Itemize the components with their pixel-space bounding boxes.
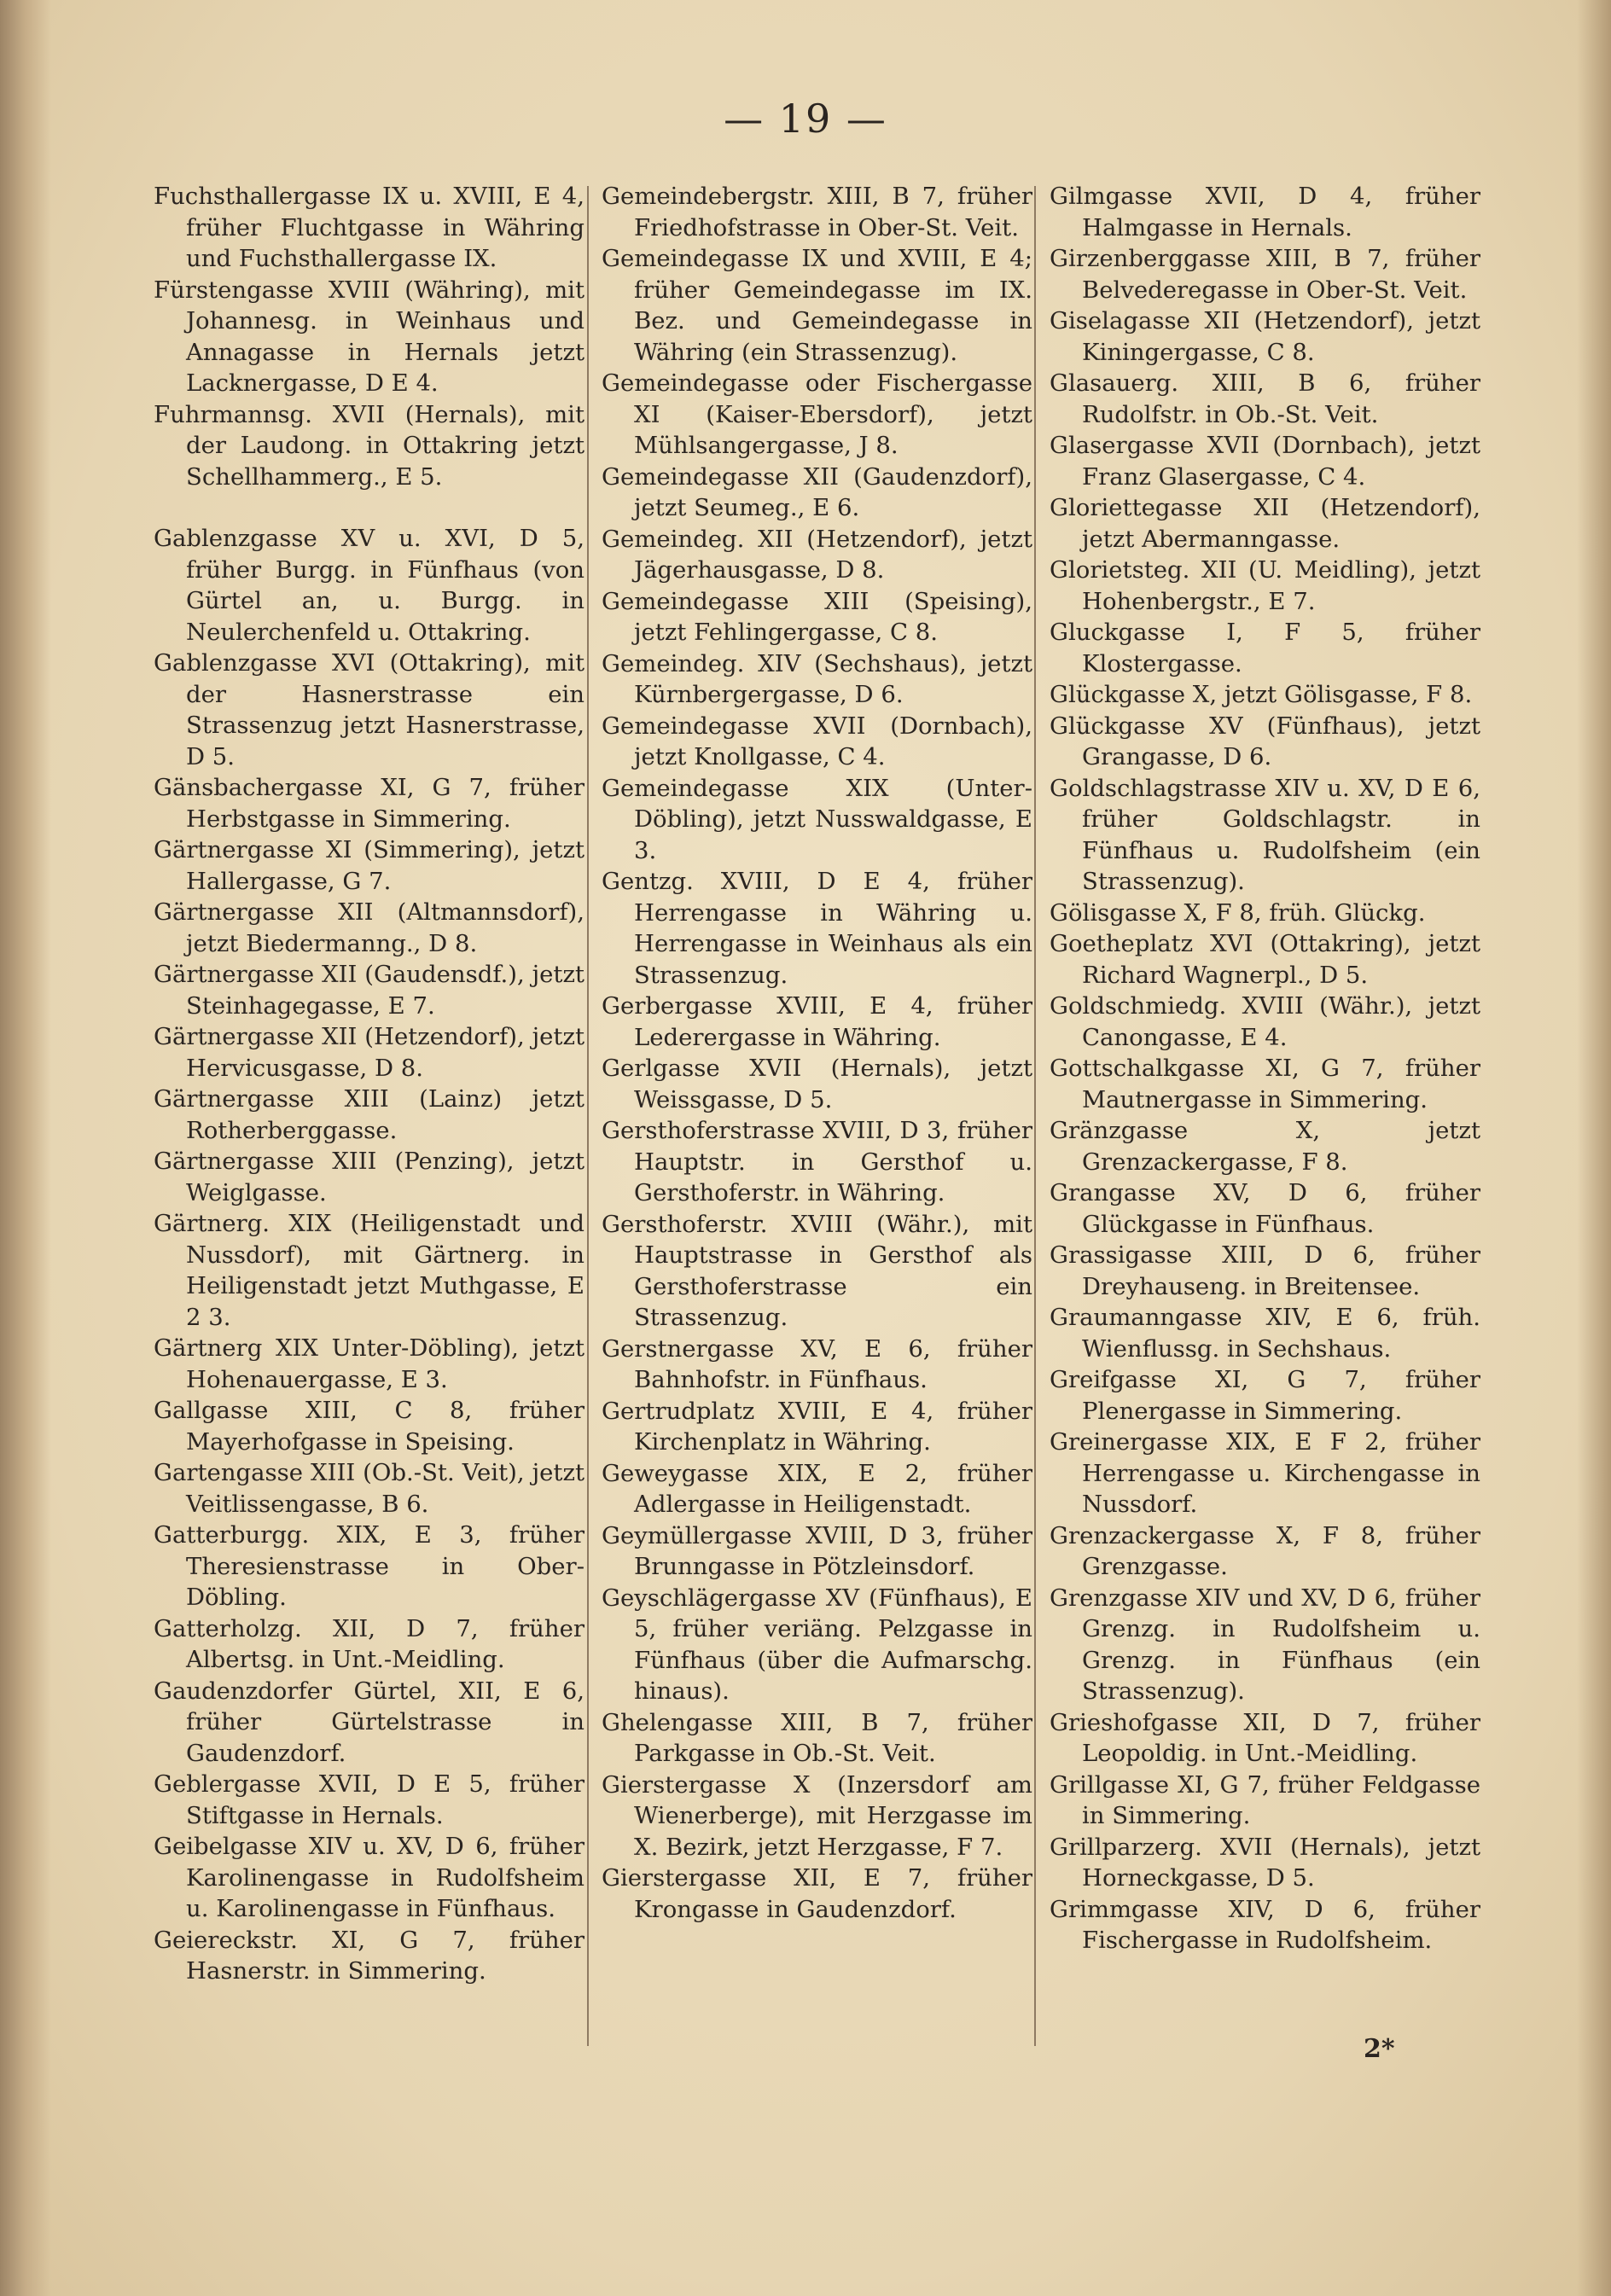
street-entry: Gemeindegasse XIII (Speising), jetzt Fehlingergasse, C 8. [602, 587, 1032, 646]
street-entry: Grimmgasse XIV, D 6, früher Fischergasse in Rudolfsheim. [1050, 1895, 1480, 1954]
street-entry: Glorietsteg. XII (U. Meidling), jetzt Hohenbergstr., E 7. [1050, 556, 1480, 615]
street-entry: Gerstnergasse XV, E 6, früher Bahnhofstr. in Fünfhaus. [602, 1334, 1032, 1393]
street-entry: Graumanngasse XIV, E 6, früh. Wienflussg. in Sechshaus. [1050, 1304, 1480, 1363]
signature-mark: 2* [1364, 2034, 1395, 2064]
street-entry: Glückgasse XV (Fünfhaus), jetzt Grangasse, D 6. [1050, 712, 1480, 770]
street-entry: Gärtnergasse XIII (Penzing), jetzt Weiglgasse. [154, 1148, 584, 1206]
street-entry: Goetheplatz XVI (Ottakring), jetzt Richard Wagnerpl., D 5. [1050, 930, 1480, 989]
street-entry: Gärtnergasse XIII (Lainz) jetzt Rotherberggasse. [154, 1085, 584, 1144]
street-entry: Gärtnerg. XIX (Heiligenstadt und Nussdorf), mit Gärtnerg. in Heiligenstadt jetzt Muthgasse, E 2 3. [154, 1210, 584, 1331]
column-divider [587, 186, 589, 2046]
street-entry: Fuchsthallergasse IX u. XVIII, E 4, früher Fluchtgasse in Währing und Fuchsthallergasse IX. [154, 183, 584, 272]
street-entry: Gölisgasse X, F 8, früh. Glückg. [1050, 898, 1426, 927]
street-entry: Goldschlagstrasse XIV u. XV, D E 6, früher Goldschlagstr. in Fünfhaus u. Rudolfsheim (ein Strassenzug). [1050, 774, 1480, 895]
street-entry: Gierstergasse X (Inzersdorf am Wienerberge), mit Herzgasse im X. Bezirk, jetzt Herzgasse, F 7. [602, 1770, 1032, 1861]
column-divider [1034, 186, 1036, 2046]
street-entry: Gersthoferstrasse XVIII, D 3, früher Hauptstr. in Gersthof u. Gersthoferstr. in Währing. [602, 1117, 1032, 1206]
street-entry: Gentzg. XVIII, D E 4, früher Herrengasse in Währing u. Herrengasse in Weinhaus als ein Strassenzug. [602, 868, 1032, 989]
street-entry: Gluckgasse I, F 5, früher Klostergasse. [1050, 619, 1480, 677]
page-edge-shadow [1577, 0, 1611, 2296]
street-entry: Gärtnerg XIX Unter-Döbling), jetzt Hohenauergasse, E 3. [154, 1334, 584, 1393]
street-entry: Grenzgasse XIV und XV, D 6, früher Grenzg. in Rudolfsheim u. Grenzg. in Fünfhaus (ein Strassenzug). [1050, 1584, 1480, 1705]
street-entry: Fuhrmannsg. XVII (Hernals), mit der Laudong. in Ottakring jetzt Schellhammerg., E 5. [154, 400, 584, 491]
street-entry: Gärtnergasse XI (Simmering), jetzt Hallergasse, G 7. [154, 836, 584, 895]
page-number: — 19 — [724, 96, 887, 142]
street-entry: Gersthoferstr. XVIII (Währ.), mit Hauptstrasse in Gersthof als Gersthoferstrasse ein Strassenzug. [602, 1210, 1032, 1331]
street-entry: Gemeindegasse IX und XVIII, E 4; früher Gemeindegasse im IX. Bez. und Gemeindegasse in Währing (ein Strassenzug). [602, 245, 1032, 366]
street-entry: Gaudenzdorfer Gürtel, XII, E 6, früher Gürtelstrasse in Gaudenzdorf. [154, 1677, 584, 1767]
street-entry: Gloriettegasse XII (Hetzendorf), jetzt Abermanngasse. [1050, 494, 1480, 553]
column-2 [602, 181, 1032, 1925]
street-entry: Gartengasse XIII (Ob.-St. Veit), jetzt Veitlissengasse, B 6. [154, 1459, 584, 1518]
column-3 [1050, 181, 1480, 1956]
street-entry: Gemeindeg. XIV (Sechshaus), jetzt Kürnbergergasse, D 6. [602, 649, 1032, 708]
street-entry: Glasergasse XVII (Dornbach), jetzt Franz Glasergasse, C 4. [1050, 432, 1480, 491]
street-entry: Gärtnergasse XII (Gaudensdf.), jetzt Steinhagegasse, E 7. [154, 961, 584, 1020]
street-entry: Gänsbachergasse XI, G 7, früher Herbstgasse in Simmering. [154, 774, 584, 833]
street-entry: Giselagasse XII (Hetzendorf), jetzt Kiningergasse, C 8. [1050, 307, 1480, 366]
street-entry: Geblergasse XVII, D E 5, früher Stiftgasse in Hernals. [154, 1770, 584, 1829]
street-entry: Geiereckstr. XI, G 7, früher Hasnerstr. in Simmering. [154, 1926, 584, 1985]
street-entry: Gottschalkgasse XI, G 7, früher Mautnergasse in Simmering. [1050, 1055, 1480, 1113]
street-entry: Geyschlägergasse XV (Fünfhaus), E 5, früher veriäng. Pelzgasse in Fünfhaus (über die Aufmarschg. hinaus). [602, 1584, 1032, 1705]
street-entry: Gerlgasse XVII (Hernals), jetzt Weissgasse, D 5. [602, 1055, 1032, 1113]
street-entry: Gatterburgg. XIX, E 3, früher Theresienstrasse in Ober-Döbling. [154, 1521, 584, 1611]
street-entry: Gemeindeg. XII (Hetzendorf), jetzt Jägerhausgasse, D 8. [602, 525, 1032, 584]
street-entry: Gablenzgasse XV u. XVI, D 5, früher Burgg. in Fünfhaus (von Gürtel an, u. Burgg. in Neulerchenfeld u. Ottakring. [154, 525, 584, 646]
street-entry: Gemeindegasse XIX (Unter-Döbling), jetzt Nusswaldgasse, E 3. [602, 774, 1032, 864]
street-entry: Gärtnergasse XII (Altmannsdorf), jetzt Biedermanng., D 8. [154, 898, 584, 957]
street-entry: Grillparzerg. XVII (Hernals), jetzt Horneckgasse, D 5. [1050, 1833, 1480, 1892]
street-entry: Gilmgasse XVII, D 4, früher Halmgasse in Hernals. [1050, 183, 1480, 241]
street-entry: Glasauerg. XIII, B 6, früher Rudolfstr. in Ob.-St. Veit. [1050, 369, 1480, 428]
street-entry: Gärtnergasse XII (Hetzendorf), jetzt Hervicusgasse, D 8. [154, 1023, 584, 1082]
street-entry: Grangasse XV, D 6, früher Glückgasse in Fünfhaus. [1050, 1179, 1480, 1238]
street-entry: Gemeindegasse XVII (Dornbach), jetzt Knollgasse, C 4. [602, 712, 1032, 770]
street-entry: Gallgasse XIII, C 8, früher Mayerhofgasse in Speising. [154, 1397, 584, 1456]
street-entry: Glückgasse X, jetzt Gölisgasse, F 8. [1050, 681, 1473, 708]
street-entry: Gemeindegasse XII (Gaudenzdorf), jetzt Seumeg., E 6. [602, 462, 1032, 521]
column-1 [154, 181, 584, 1987]
book-binding-shadow [0, 0, 51, 2296]
street-entry: Geweygasse XIX, E 2, früher Adlergasse in Heiligenstadt. [602, 1459, 1032, 1518]
street-entry: Gerbergasse XVIII, E 4, früher Lederergasse in Währing. [602, 992, 1032, 1051]
street-entry: Greifgasse XI, G 7, früher Plenergasse in Simmering. [1050, 1366, 1480, 1425]
street-entry: Geymüllergasse XVIII, D 3, früher Brunngasse in Pötzleinsdorf. [602, 1521, 1032, 1580]
street-entry: Girzenberggasse XIII, B 7, früher Belvederegasse in Ober-St. Veit. [1050, 245, 1480, 304]
street-entry: Gablenzgasse XVI (Ottakring), mit der Hasnerstrasse ein Strassenzug jetzt Hasnerstrasse, D 5. [154, 649, 584, 770]
street-entry: Ghelengasse XIII, B 7, früher Parkgasse in Ob.-St. Veit. [602, 1708, 1032, 1767]
street-entry: Grillgasse XI, G 7, früher Feldgasse in Simmering. [1050, 1770, 1480, 1829]
street-entry: Gemeindegasse oder Fischergasse XI (Kaiser-Ebersdorf), jetzt Mühlsangergasse, J 8. [602, 369, 1032, 459]
street-entry: Grieshofgasse XII, D 7, früher Leopoldig. in Unt.-Meidling. [1050, 1708, 1480, 1767]
street-entry: Gierstergasse XII, E 7, früher Krongasse in Gaudenzdorf. [602, 1864, 1032, 1923]
street-entry: Gertrudplatz XVIII, E 4, früher Kirchenplatz in Währing. [602, 1397, 1032, 1456]
street-entry: Gemeindebergstr. XIII, B 7, früher Friedhofstrasse in Ober-St. Veit. [602, 183, 1032, 241]
street-entry: Fürstengasse XVIII (Währing), mit Johannesg. in Weinhaus und Annagasse in Hernals jetzt Lacknergasse, D E 4. [154, 276, 584, 397]
street-entry: Goldschmiedg. XVIII (Währ.), jetzt Canongasse, E 4. [1050, 992, 1480, 1051]
street-entry: Gatterholzg. XII, D 7, früher Albertsg. in Unt.-Meidling. [154, 1614, 584, 1673]
street-entry: Geibelgasse XIV u. XV, D 6, früher Karolinengasse in Rudolfsheim u. Karolinengasse in Fünfhaus. [154, 1833, 584, 1922]
street-entry: Grassigasse XIII, D 6, früher Dreyhauseng. in Breitensee. [1050, 1241, 1480, 1300]
street-entry: Greinergasse XIX, E F 2, früher Herrengasse u. Kirchengasse in Nussdorf. [1050, 1428, 1480, 1518]
street-entry: Gränzgasse X, jetzt Grenzackergasse, F 8. [1050, 1117, 1480, 1176]
street-entry: Grenzackergasse X, F 8, früher Grenzgasse. [1050, 1521, 1480, 1580]
